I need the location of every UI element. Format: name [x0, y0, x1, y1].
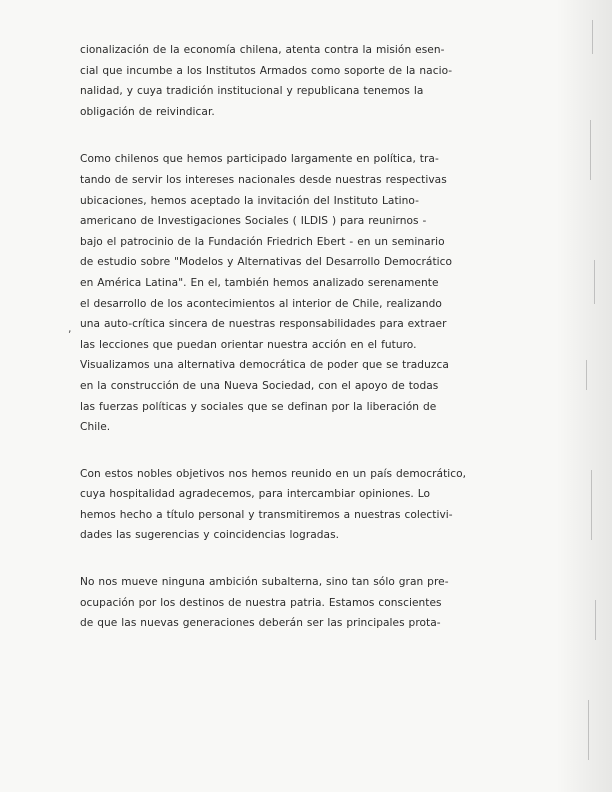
text-line: tando de servir los intereses nacionales desde nuestras respectivas: [80, 173, 447, 186]
paragraph-2: [80, 149, 460, 437]
text-line: de estudio sobre "Modelos y Alternativas del Desarrollo Democrático: [80, 256, 453, 269]
text-line: cuya hospitalidad agradecemos, para intercambiar opiniones. Lo: [80, 488, 431, 501]
body-text: [80, 40, 467, 634]
text-line: las fuerzas políticas y sociales que se definan por la liberación de: [80, 400, 437, 413]
text-line: americano de Investigaciones Sociales ( ILDIS ) para reunirnos -: [80, 215, 427, 228]
text-line: en la construcción de una Nueva Sociedad, con el apoyo de todas: [80, 379, 439, 392]
stray-comma-mark: ,: [68, 322, 72, 335]
text-line: dades las sugerencias y coincidencias logradas.: [80, 529, 340, 542]
paragraph-3: [80, 464, 467, 546]
text-line: bajo el patrocinio de la Fundación Friedrich Ebert - en un seminario: [80, 235, 445, 248]
text-line: obligación de reivindicar.: [80, 105, 215, 118]
text-line: Visualizamos una alternativa democrática de poder que se traduzca: [80, 359, 449, 372]
scan-edge-marks: [562, 0, 604, 792]
text-line: el desarrollo de los acontecimientos al interior de Chile, realizando: [80, 297, 442, 310]
text-line: cial que incumbe a los Institutos Armados como soporte de la nacio-: [80, 64, 453, 77]
text-line: nalidad, y cuya tradición institucional y republicana tenemos la: [80, 85, 424, 98]
text-line: Como chilenos que hemos participado largamente en política, tra-: [80, 153, 439, 166]
text-line: Chile.: [80, 421, 111, 434]
text-line: las lecciones que puedan orientar nuestra acción en el futuro.: [80, 338, 417, 351]
text-line: cionalización de la economía chilena, atenta contra la misión esen-: [80, 44, 445, 56]
text-line: una auto-crítica sincera de nuestras responsabilidades para extraer: [80, 318, 447, 331]
text-line: Con estos nobles objetivos nos hemos reunido en un país democrático,: [80, 467, 467, 480]
text-line: en América Latina". En el, también hemos analizado serenamente: [80, 276, 439, 289]
paragraph-1: [80, 40, 460, 122]
text-line: hemos hecho a título personal y transmitiremos a nuestras colectivi-: [80, 508, 453, 521]
text-line: ubicaciones, hemos aceptado la invitación del Instituto Latino-: [80, 194, 420, 207]
text-line: ocupación por los destinos de nuestra patria. Estamos conscientes: [80, 596, 442, 609]
text-line: de que las nuevas generaciones deberán ser las principales prota-: [80, 617, 441, 630]
paragraph-4: [80, 572, 460, 634]
text-line: No nos mueve ninguna ambición subalterna, sino tan sólo gran pre-: [80, 576, 449, 589]
